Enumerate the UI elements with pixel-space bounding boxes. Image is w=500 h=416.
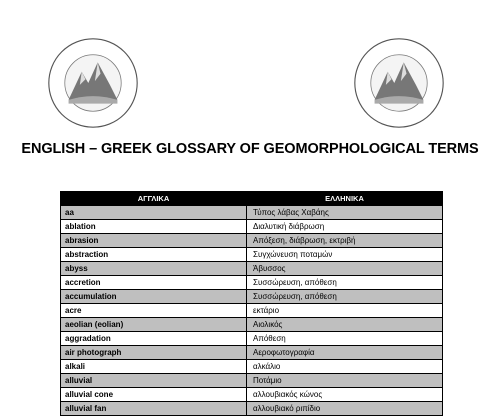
term-english: aeolian (eolian) (61, 318, 247, 332)
term-greek: Αεροφωτογραφία (247, 346, 443, 360)
term-english: alluvial fan (61, 402, 247, 416)
term-greek: αλλουβιακό ριπίδιο (247, 402, 443, 416)
glossary-table-container (60, 191, 443, 416)
term-greek: Αιολικός (247, 318, 443, 332)
term-english: abrasion (61, 234, 247, 248)
table-header-row (61, 192, 443, 206)
term-greek: Ποτάμιο (247, 374, 443, 388)
table-row (61, 402, 443, 416)
term-english: alkali (61, 360, 247, 374)
glossary-table (60, 191, 443, 416)
term-greek: Απόξεση, διάβρωση, εκτριβή (247, 234, 443, 248)
table-row (61, 388, 443, 402)
term-english: accumulation (61, 290, 247, 304)
table-row (61, 318, 443, 332)
term-greek: Συσσώρευση, απόθεση (247, 276, 443, 290)
term-english: abyss (61, 262, 247, 276)
term-greek: Απόθεση (247, 332, 443, 346)
term-greek: εκτάριο (247, 304, 443, 318)
society-seal-icon (352, 36, 446, 130)
term-english: acre (61, 304, 247, 318)
table-row (61, 262, 443, 276)
table-row (61, 346, 443, 360)
header-english: ΑΓΓΛΙΚΑ (61, 192, 247, 206)
table-row (61, 220, 443, 234)
term-english: alluvial cone (61, 388, 247, 402)
term-greek: αλλουβιακός κώνος (247, 388, 443, 402)
header-greek: ΕΛΛΗΝΙΚΑ (247, 192, 443, 206)
term-greek: Συσσώρευση, απόθεση (247, 290, 443, 304)
table-row (61, 206, 443, 220)
term-english: aggradation (61, 332, 247, 346)
table-row (61, 360, 443, 374)
table-body (61, 206, 443, 416)
term-greek: αλκάλιο (247, 360, 443, 374)
table-row (61, 276, 443, 290)
society-seal-icon (46, 36, 140, 130)
term-english: abstraction (61, 248, 247, 262)
table-row (61, 290, 443, 304)
term-greek: Άβυσσος (247, 262, 443, 276)
term-greek: Συγχώνευση ποταμών (247, 248, 443, 262)
term-english: ablation (61, 220, 247, 234)
society-logo-right (352, 36, 446, 130)
term-english: accretion (61, 276, 247, 290)
table-row (61, 332, 443, 346)
term-greek: Διαλυτική διάβρωση (247, 220, 443, 234)
term-english: alluvial (61, 374, 247, 388)
term-english: aa (61, 206, 247, 220)
table-row (61, 248, 443, 262)
document-title: ENGLISH – GREEK GLOSSARY OF GEOMORPHOLOGICAL TERMS (21, 141, 479, 157)
table-row (61, 234, 443, 248)
table-row (61, 304, 443, 318)
society-logo-left (46, 36, 140, 130)
table-row (61, 374, 443, 388)
term-greek: Τύπος λάβας Χαβάης (247, 206, 443, 220)
term-english: air photograph (61, 346, 247, 360)
